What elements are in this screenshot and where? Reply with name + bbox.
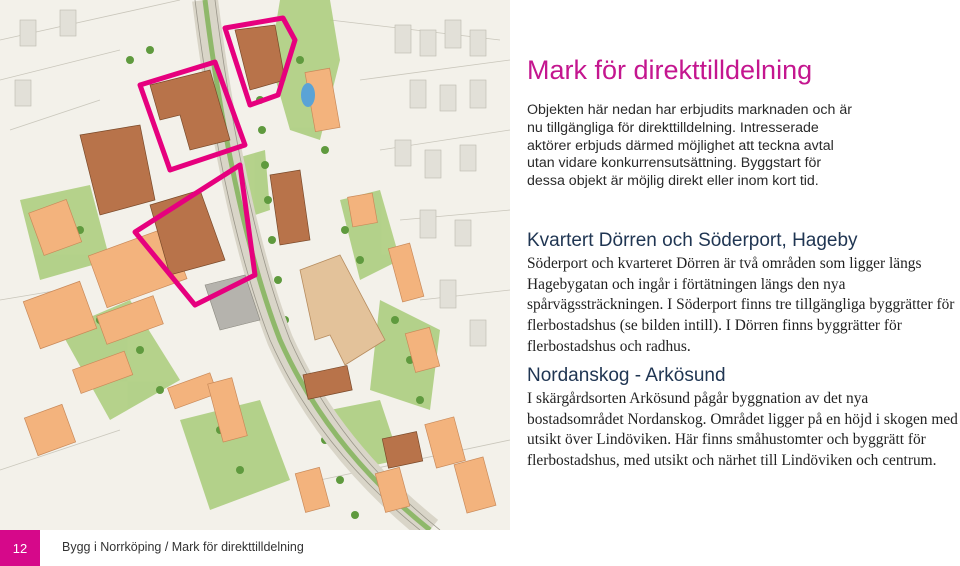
intro-paragraph: Objekten här nedan har erbjudits marknaden och är nu tillgängliga för direkttilldelning. Intresserade aktörer erbjuds därmed möjlighet att teckna avtal utan vidare konkurrensutsättning. Byggstart för dessa objekt är möjlig direkt eller inom kort tid. bbox=[527, 102, 852, 190]
section-body-dorren: Söderport och kvarteret Dörren är två områden som ligger längs Hagebygatan och ingår i förtätningen längs den nya spårvägssträckningen. I Söderport finns tre tillgängliga byggrätter för flerbostadshus (se bilden intill). I Dörren finns byggrätter för flerbostadshus och radhus. bbox=[527, 255, 955, 355]
page-number: 12 bbox=[0, 530, 40, 566]
pond bbox=[301, 83, 315, 107]
footer-text: Bygg i Norrköping / Mark för direkttilldelning bbox=[62, 540, 304, 554]
section-body-nordanskog: I skärgårdsorten Arkösund pågår byggnation av det nya bostadsområdet Nordanskog. Området ligger på en höjd i skogen med utsikt över Lindöviken. Här finns småhustomter och byggrätt för flerbostadshus, med utsikt och närhet till Lindöviken och centrum. bbox=[527, 390, 958, 470]
section-title-nordanskog: Nordanskog - Arkösund bbox=[527, 365, 726, 386]
site-plan-drawing bbox=[0, 0, 510, 530]
site-plan-map bbox=[0, 0, 510, 530]
page-title: Mark för direkttilldelning bbox=[527, 55, 813, 85]
section-title-dorren: Kvartert Dörren och Söderport, Hageby bbox=[527, 230, 858, 251]
